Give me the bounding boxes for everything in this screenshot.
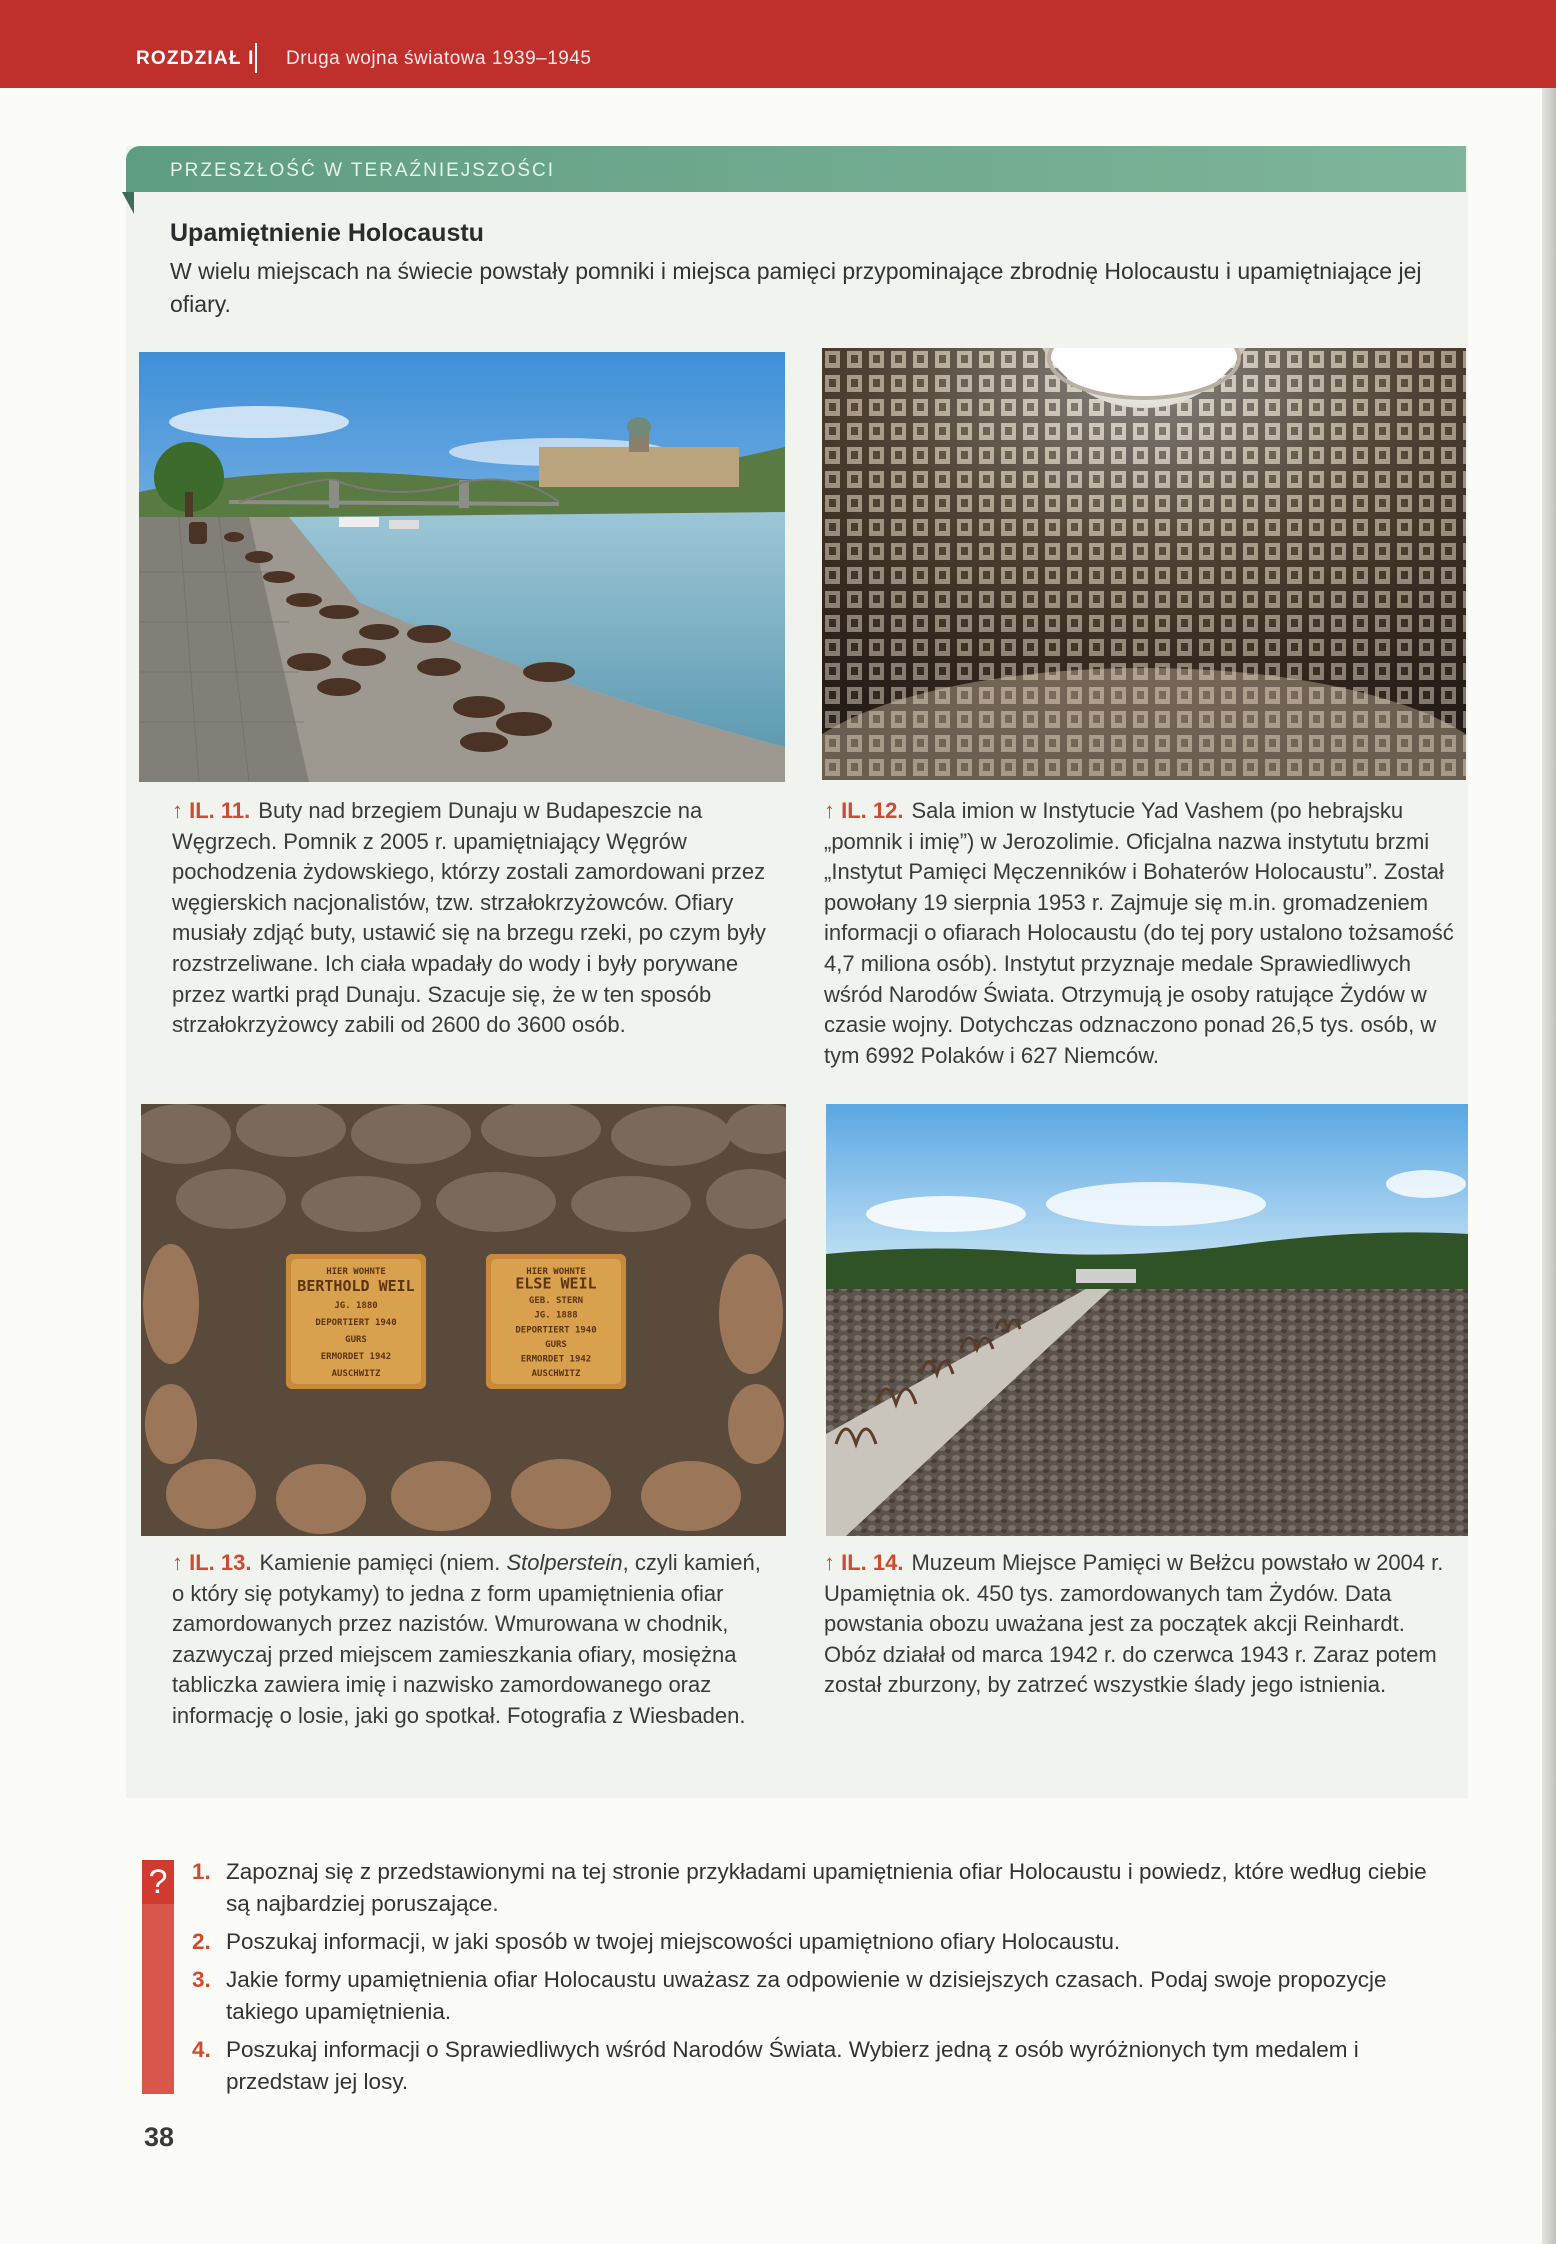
question-number: 1. — [192, 1859, 211, 1884]
question-item — [192, 2034, 1432, 2098]
stolperstein-inscription-line: HIER WOHNTE — [526, 1267, 586, 1277]
question-item — [192, 1926, 1432, 1958]
hall-of-names-photo — [822, 348, 1466, 780]
stolperstein-inscription-line: GURS — [545, 1339, 567, 1350]
chapter-header — [0, 0, 1556, 88]
figure-number: IL. 11. — [189, 798, 251, 823]
question-text: Poszukaj informacji o Sprawiedliwych wśród Narodów Świata. Wybierz jedną z osób wyróżnionych tym medalem i przedstaw jej losy. — [226, 2037, 1359, 2094]
page-edge-shadow — [1542, 88, 1556, 2244]
caption-text: Sala imion w Instytucie Yad Vashem (po hebrajsku „pomnik i imię”) w Jerozolimie. Oficjalna nazwa instytutu brzmi „Instytut Pamięci Męczenników i Bohaterów Holocaustu”. Został powołany 19 sierpnia 1953 r. Zajmuje się m.in. gromadzeniem informacji o ofiarach Holocaustu (do tej pory ustalono tożsamość 4,7 miliona osób). Instytut przyznaje medale Sprawiedliwych wśród Narodów Świata. Otrzymują je osoby ratujące Żydów w czasie wojny. Dotychczas odznaczono ponad 26,5 tys. osób, w tym 6992 Polaków i 627 Niemców. — [824, 798, 1454, 1068]
stolperstein-inscription-line: ERMORDET 1942 — [320, 1352, 392, 1362]
up-arrow-icon: ↑ — [172, 1550, 183, 1575]
caption-text: Kamienie pamięci (niem. — [259, 1550, 507, 1575]
stolperstein-inscription-line: DEPORTIERT 1940 — [315, 1318, 397, 1328]
stolpersteine-photo — [141, 1104, 786, 1536]
question-marker-bar — [142, 1904, 174, 2094]
caption-text: Muzeum Miejsce Pamięci w Bełżcu powstało w 2004 r. Upamiętnia ok. 450 tys. zamordowanych tam Żydów. Data powstania obozu uważana jest za początek akcji Reinhardt. Obóz działał od marca 1942 r. do czerwca 1943 r. Zaraz potem został zburzony, by zatrzeć wszystkie ślady jego istnienia. — [824, 1550, 1444, 1698]
question-number: 4. — [192, 2037, 211, 2062]
question-item — [192, 1964, 1432, 2028]
stolperstein-inscription-line: ERMORDET 1942 — [520, 1354, 592, 1365]
caption-figure-13 — [172, 1548, 772, 1732]
caption-text-cont: , czyli kamień, o który się potykamy) to jedna z form upamiętnienia ofiar zamordowanych przez nazistów. Wmurowana w chodnik, zazwyczaj przed miejscem zamieszkania ofiary, mosiężna tabliczka zawiera imię i nazwisko zamordowanego oraz informację o losie, jaki go spotkał. Fotografia z Wiesbaden. — [172, 1550, 761, 1728]
question-text: Jakie formy upamiętnienia ofiar Holocaustu uważasz za odpowienie w dzisiejszych czasach. Podaj swoje propozycje takiego upamiętnienia. — [226, 1967, 1387, 2024]
up-arrow-icon: ↑ — [824, 798, 835, 823]
feature-box-intro: W wielu miejscach na świecie powstały pomniki i miejsca pamięci przypominające zbrodnię Holocaustu i upamiętniające jej ofiary. — [170, 258, 1422, 317]
stolperstein-inscription-line: AUSCHWITZ — [531, 1369, 581, 1379]
chapter-label: ROZDZIAŁ I — [136, 48, 255, 69]
question-text: Zapoznaj się z przedstawionymi na tej stronie przykładami upamiętnienia ofiar Holocaustu i powiedz, które według ciebie są najbardziej poruszające. — [226, 1859, 1427, 1916]
stolperstein-inscription-line: JG. 1888 — [534, 1310, 578, 1321]
up-arrow-icon: ↑ — [824, 1550, 835, 1575]
caption-figure-12 — [824, 796, 1454, 1071]
question-number: 3. — [192, 1967, 211, 1992]
chapter-subtitle: Druga wojna światowa 1939–1945 — [286, 48, 592, 69]
question-marker-icon: ? — [142, 1860, 174, 1904]
feature-box-tab-fold — [122, 192, 134, 214]
shoes-on-danube-photo — [139, 352, 785, 782]
stolperstein-inscription-line: JG. 1880 — [334, 1301, 378, 1311]
stolperstein-inscription-line: GURS — [345, 1335, 367, 1345]
question-text: Poszukaj informacji, w jaki sposób w twojej miejscowości upamiętniono ofiary Holocaustu. — [226, 1929, 1121, 1954]
header-divider — [255, 43, 257, 73]
feature-box-label: PRZESZŁOŚĆ W TERAŹNIEJSZOŚCI — [170, 160, 556, 181]
belzec-memorial-photo — [826, 1104, 1468, 1536]
question-list — [192, 1856, 1432, 2104]
stolperstein-inscription-line: HIER WOHNTE — [326, 1267, 386, 1277]
question-number: 2. — [192, 1929, 211, 1954]
page-number: 38 — [144, 2122, 175, 2152]
stolperstein-inscription-line: DEPORTIERT 1940 — [515, 1325, 597, 1336]
stolperstein-inscription-line: AUSCHWITZ — [331, 1369, 381, 1379]
question-item — [192, 1856, 1432, 1920]
stolperstein-inscription-line: ELSE WEIL — [515, 1274, 597, 1293]
figure-number: IL. 12. — [841, 798, 904, 823]
up-arrow-icon: ↑ — [172, 798, 183, 823]
figure-number: IL. 14. — [841, 1550, 904, 1575]
stolperstein-inscription-line: GEB. STERN — [528, 1296, 584, 1307]
caption-italic-term: Stolperstein — [506, 1550, 623, 1575]
caption-figure-11 — [172, 796, 772, 1041]
stolperstein-inscription-line: BERTHOLD WEIL — [297, 1277, 415, 1295]
caption-figure-14 — [824, 1548, 1454, 1701]
figure-number: IL. 13. — [189, 1550, 252, 1575]
caption-text: Buty nad brzegiem Dunaju w Budapeszcie na Węgrzech. Pomnik z 2005 r. upamiętniający Węgrów pochodzenia żydowskiego, którzy zostali zamordowani przez węgierskich nacjonalistów, tzw. strzałokrzyżowców. Ofiary musiały zdjąć buty, ustawić się na brzegu rzeki, po czym były rozstrzeliwane. Ich ciała wpadały do wody i były porywane przez wartki prąd Dunaju. Szacuje się, że w ten sposób strzałokrzyżowcy zabili od 2600 do 3600 osób. — [172, 798, 766, 1038]
feature-box-title: Upamiętnienie Holocaustu — [170, 219, 484, 247]
